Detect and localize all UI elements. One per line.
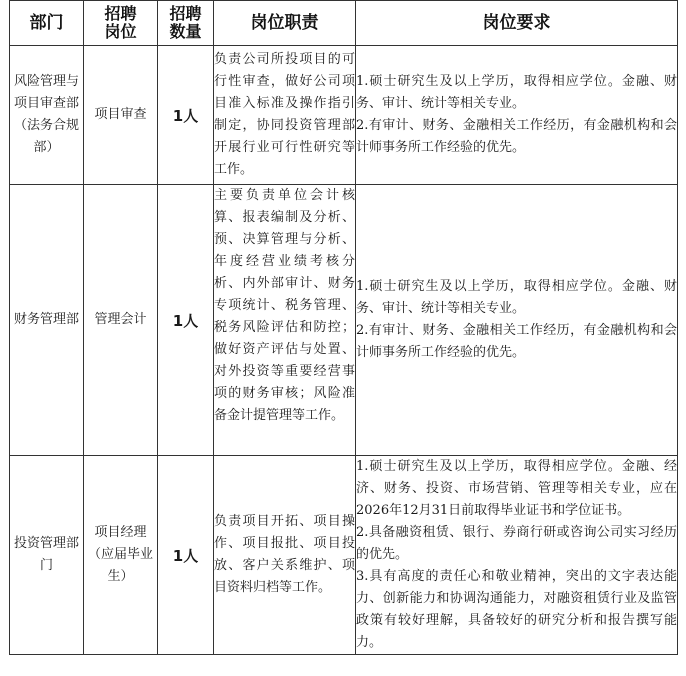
- header-requirement: 岗位要求: [356, 1, 678, 46]
- requirement-item: 1.硕士研究生及以上学历，取得相应学位。金融、财务、审计、统计等相关专业。: [356, 74, 677, 111]
- table-row: [10, 46, 678, 185]
- table-header: [10, 1, 678, 46]
- header-count-line2: 数量: [169, 22, 202, 41]
- count-cell: 1人: [158, 185, 214, 456]
- requirement-cell: [356, 456, 678, 655]
- count-cell: 1人: [158, 456, 214, 655]
- table-row: [10, 456, 678, 655]
- count-cell: 1人: [158, 46, 214, 185]
- requirement-item: 2.有审计、财务、金融相关工作经历，有金融机构和会计师事务所工作经验的优先。: [356, 323, 677, 360]
- table-row: [10, 185, 678, 456]
- duty-cell: 负责项目开拓、项目操作、项目报批、项目投放、客户关系维护、项目资料归档等工作。: [214, 456, 356, 655]
- requirement-item: 1.硕士研究生及以上学历，取得相应学位。金融、经济、财务、投资、市场营销、管理等相关专业，应在2026年12月31日前取得毕业证书和学位证书。: [356, 459, 677, 518]
- dept-cell: 财务管理部: [10, 185, 84, 456]
- header-duty: 岗位职责: [214, 1, 356, 46]
- requirement-item: 1.硕士研究生及以上学历，取得相应学位。金融、财务、审计、统计等相关专业。: [356, 279, 677, 316]
- table-body: [10, 46, 678, 655]
- position-cell: 项目审查: [84, 46, 158, 185]
- header-position-line1: 招聘: [104, 4, 137, 23]
- position-cell: 管理会计: [84, 185, 158, 456]
- requirement-cell: [356, 46, 678, 185]
- header-count: [158, 1, 214, 46]
- header-count-line1: 招聘: [169, 4, 202, 23]
- header-row: [10, 1, 678, 46]
- requirement-item: 2.具备融资租赁、银行、券商行研或咨询公司实习经历的优先。: [356, 525, 677, 562]
- duty-cell: 负责公司所投项目的可行性审查，做好公司项目准入标准及操作指引制定，协同投资管理部开展行业可行性研究等工作。: [214, 46, 356, 185]
- duty-cell: 主要负责单位会计核算、报表编制及分析、预、决算管理与分析、年度经营业绩考核分析、内外部审计、财务专项统计、税务管理、税务风险评估和防控；做好资产评估与处置、对外投资等重要经营事项的财务审核；风险准备金计提管理等工作。: [214, 185, 356, 456]
- requirement-cell: [356, 185, 678, 456]
- requirement-item: 2.有审计、财务、金融相关工作经历，有金融机构和会计师事务所工作经验的优先。: [356, 118, 677, 155]
- header-dept: 部门: [10, 1, 84, 46]
- dept-cell: 投资管理部门: [10, 456, 84, 655]
- position-cell: 项目经理（应届毕业生）: [84, 456, 158, 655]
- recruitment-table: [9, 0, 678, 655]
- dept-cell: 风险管理与项目审查部（法务合规部）: [10, 46, 84, 185]
- header-position-line2: 岗位: [104, 22, 137, 41]
- requirement-item: 3.具有高度的责任心和敬业精神，突出的文字表达能力、创新能力和协调沟通能力，对融资租赁行业及监管政策有较好理解，具备较好的研究分析和报告撰写能力。: [356, 569, 677, 650]
- header-position: [84, 1, 158, 46]
